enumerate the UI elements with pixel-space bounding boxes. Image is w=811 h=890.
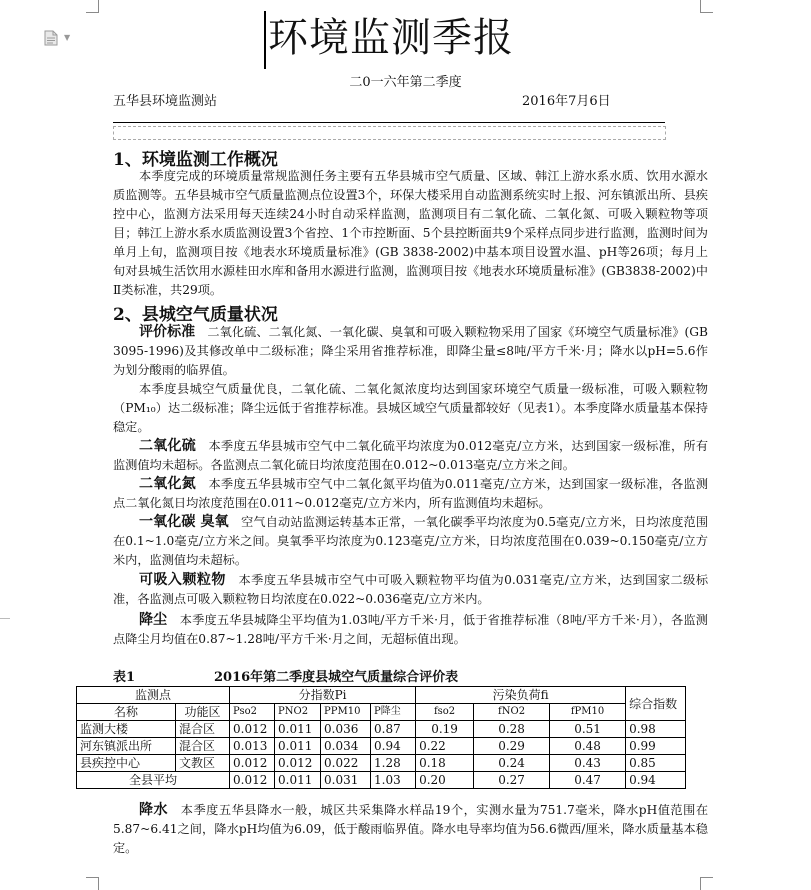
dust-lead: 降尘 xyxy=(139,612,168,628)
header-p-pm10: PPM10 xyxy=(321,704,371,721)
cell-f-so2: 0.19 xyxy=(416,721,474,738)
table-title: 2016年第二季度县城空气质量综合评价表 xyxy=(214,670,459,685)
dust-body: 本季度五华县城降尘平均值为1.03吨/平方千米·月，低于省推荐标准（8吨/平方千米·月），各监测点降尘月均值在0.87~1.28吨/平方千米·月之间，无超标值出现。 xyxy=(113,613,708,646)
cell-p-dust: 0.94 xyxy=(371,738,416,755)
header-f-pm10: fPM10 xyxy=(550,704,626,721)
page-title: 环境监测季报 xyxy=(268,15,514,61)
cell-p-dust: 1.28 xyxy=(371,755,416,772)
row-zone: 混合区 xyxy=(176,721,230,738)
standard-body: 二氧化硫、二氧化氮、一氧化碳、臭氧和可吸入颗粒物采用了国家《环境空气质量标准》(GB 3095-1996)及其修改单中二级标准；降尘采用省推荐标准，即降尘量≤8吨/平方千米·月；降水以pH=5.6作为划分酸雨的临界值。 xyxy=(113,325,708,377)
side-marker xyxy=(0,618,10,619)
cell-composite: 0.98 xyxy=(626,721,686,738)
cell-p-pm10: 0.036 xyxy=(321,721,371,738)
rain-lead: 降水 xyxy=(139,802,169,818)
cell-p-no2: 0.011 xyxy=(275,721,321,738)
cell-p-pm10: 0.034 xyxy=(321,738,371,755)
header-sub-index: 分指数Pi xyxy=(230,687,416,704)
header-p-no2: PNO2 xyxy=(275,704,321,721)
table-row-average xyxy=(77,772,686,789)
no2-lead: 二氧化氮 xyxy=(139,476,197,492)
chevron-down-icon[interactable]: ▼ xyxy=(64,33,71,42)
so2-lead: 二氧化硫 xyxy=(139,438,197,454)
summary-paragraph: 本季度县城空气质量优良，二氧化硫、二氧化氮浓度均达到国家环境空气质量一级标准，可吸入颗粒物（PM₁₀）达二级标准；降尘远低于省推荐标准。县城区域空气质量都较好（见表1）。本季度降水质量基本保持稳定。 xyxy=(113,382,708,434)
cell-f-pm10: 0.48 xyxy=(550,738,626,755)
section-2-heading: 2、县城空气质量状况 xyxy=(113,305,278,325)
cell-p-pm10: 0.031 xyxy=(321,772,371,789)
cell-composite: 0.99 xyxy=(626,738,686,755)
header-f-no2: fNO2 xyxy=(474,704,550,721)
cell-p-so2: 0.012 xyxy=(230,721,275,738)
table-row xyxy=(77,755,686,772)
margin-corner-bottom-left xyxy=(86,877,99,890)
header-p-dust: P降尘 xyxy=(371,704,416,721)
cell-f-so2: 0.22 xyxy=(416,738,474,755)
margin-corner-bottom-right xyxy=(700,877,713,890)
header-name: 名称 xyxy=(77,704,176,721)
pm10-paragraph xyxy=(113,571,708,609)
station-name: 五华县环境监测站 xyxy=(113,94,218,109)
rain-paragraph xyxy=(113,801,708,858)
empty-paragraph-box[interactable] xyxy=(113,126,666,140)
row-zone: 混合区 xyxy=(176,738,230,755)
standard-paragraph xyxy=(113,323,708,380)
text-cursor xyxy=(264,11,266,69)
cell-p-so2: 0.013 xyxy=(230,738,275,755)
row-name: 县疾控中心 xyxy=(77,755,176,772)
table-row xyxy=(77,738,686,755)
rain-body: 本季度五华县降水一般，城区共采集降水样品19个，实测水量为751.7毫米，降水pH值范围在5.87~6.41之间，降水pH均值为6.09，低于酸雨临界值。降水电导率均值为56.6微西/厘米，降水质量基本稳定。 xyxy=(113,803,709,855)
margin-corner-top-right xyxy=(700,0,713,13)
table-label: 表1 xyxy=(113,670,136,685)
cell-p-so2: 0.012 xyxy=(230,755,275,772)
report-period: 二0一六年第二季度 xyxy=(349,75,462,90)
header-p-so2: Pso2 xyxy=(230,704,275,721)
cell-composite: 0.85 xyxy=(626,755,686,772)
cell-p-no2: 0.012 xyxy=(275,755,321,772)
air-quality-table xyxy=(76,686,686,789)
cell-f-no2: 0.24 xyxy=(474,755,550,772)
row-zone: 文教区 xyxy=(176,755,230,772)
co-o3-lead: 一氧化碳 臭氧 xyxy=(139,514,229,530)
header-monitoring-point: 监测点 xyxy=(77,687,230,704)
cell-f-no2: 0.29 xyxy=(474,738,550,755)
row-name-average: 全县平均 xyxy=(77,772,230,789)
dust-paragraph xyxy=(113,611,708,649)
cell-p-dust: 1.03 xyxy=(371,772,416,789)
co-o3-body: 空气自动站监测运转基本正常，一氧化碳季平均浓度为0.5毫克/立方米，日均浓度范围在0.1~1.0毫克/立方米之间。臭氧季平均浓度为0.123毫克/立方米，日均浓度范围在0.039~0.150毫克/立方米内，监测值均未超标。 xyxy=(113,515,709,567)
cell-f-pm10: 0.43 xyxy=(550,755,626,772)
margin-corner-top-left xyxy=(86,0,99,13)
no2-body: 本季度五华县城市空气中二氧化氮平均值为0.011毫克/立方米，达到国家一级标准，各监测点二氧化氮日均浓度范围在0.011~0.012毫克/立方米内，所有监测值均未超标。 xyxy=(113,477,709,510)
pm10-lead: 可吸入颗粒物 xyxy=(139,572,226,588)
no2-paragraph xyxy=(113,475,708,513)
so2-body: 本季度五华县城市空气中二氧化硫平均浓度为0.012毫克/立方米，达到国家一级标准，所有监测值均未超标。各监测点二氧化硫日均浓度范围在0.012~0.013毫克/立方米之间。 xyxy=(113,439,709,472)
table-row xyxy=(77,721,686,738)
cell-p-dust: 0.87 xyxy=(371,721,416,738)
row-name: 河东镇派出所 xyxy=(77,738,176,755)
cell-f-no2: 0.28 xyxy=(474,721,550,738)
header-f-so2: fso2 xyxy=(416,704,474,721)
so2-paragraph xyxy=(113,437,708,475)
header-composite-index: 综合指数 xyxy=(626,687,686,721)
header-rule xyxy=(113,122,665,123)
cell-p-pm10: 0.022 xyxy=(321,755,371,772)
pm10-body: 本季度五华县城市空气中可吸入颗粒物平均值为0.031毫克/立方米，达到国家二级标准，各监测点可吸入颗粒物日均浓度在0.022~0.036毫克/立方米内。 xyxy=(113,573,709,606)
cell-composite: 0.94 xyxy=(626,772,686,789)
row-name: 监测大楼 xyxy=(77,721,176,738)
cell-p-no2: 0.011 xyxy=(275,772,321,789)
document-icon[interactable] xyxy=(44,30,58,46)
cell-f-no2: 0.27 xyxy=(474,772,550,789)
section-1-body: 本季度完成的环境质量常规监测任务主要有五华县城市空气质量、区域、韩江上游水系水质、饮用水源水质监测等。五华县城市空气质量监测点位设置3个，环保大楼采用自动监测系统实时上报、河东镇派出所、县疾控中心，监测方法采用每天连续24小时自动采样监测，监测项目有二氧化硫、二氧化氮、可吸入颗粒物等项目；韩江上游水系水质监测设置3个省控、1个市控断面、5个县控断面共9个采样点同步进行监测，监测时间为单月上旬，监测项目按《地表水环境质量标准》(GB 3838-2002)中基本项目设置水温、pH等26项；每月上旬对县城生活饮用水源桂田水库和备用水源进行监测，监测项目按《地表水环境质量标准》(GB3838-2002)中Ⅱ类标准，共29项。 xyxy=(113,169,708,297)
standard-lead: 评价标准 xyxy=(139,324,196,340)
cell-p-so2: 0.012 xyxy=(230,772,275,789)
cell-f-so2: 0.20 xyxy=(416,772,474,789)
cell-p-no2: 0.011 xyxy=(275,738,321,755)
co-o3-paragraph xyxy=(113,513,708,570)
report-date: 2016年7月6日 xyxy=(522,94,611,109)
header-zone: 功能区 xyxy=(176,704,230,721)
cell-f-pm10: 0.51 xyxy=(550,721,626,738)
section-1-heading: 1、环境监测工作概况 xyxy=(113,150,278,170)
cell-f-so2: 0.18 xyxy=(416,755,474,772)
cell-f-pm10: 0.47 xyxy=(550,772,626,789)
header-pollution-load: 污染负荷fi xyxy=(416,687,626,704)
